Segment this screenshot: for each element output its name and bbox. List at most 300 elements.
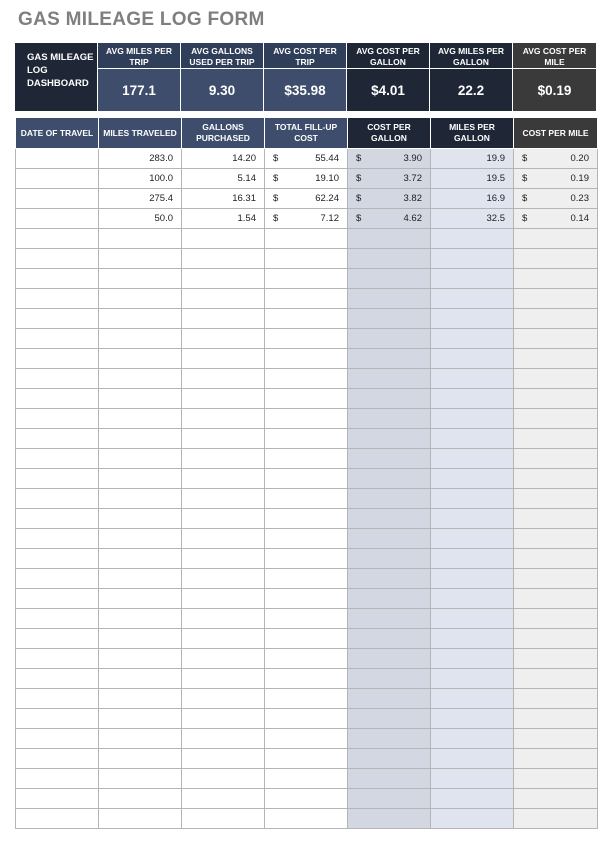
cell-cost-per-gallon (348, 649, 431, 669)
cell-cost-per-gallon (348, 409, 431, 429)
metric-value: 22.2 (430, 69, 512, 111)
metric-value: $0.19 (513, 69, 596, 111)
cost-per-gallon-value: 4.62 (403, 213, 422, 224)
table-row (16, 609, 598, 629)
cell-cost-per-gallon (348, 729, 431, 749)
metric-avg-cost-per-mile (513, 43, 596, 111)
cell-date[interactable] (16, 689, 99, 709)
cell-cost-per-mile (514, 289, 598, 309)
table-row (16, 469, 598, 489)
cell-cost-per-mile (514, 369, 598, 389)
cell-gallons-purchased[interactable] (182, 629, 265, 649)
cell-cost-per-gallon (348, 469, 431, 489)
gallons-value: 14.20 (232, 153, 256, 164)
cell-date[interactable] (16, 329, 99, 349)
cell-date[interactable] (16, 509, 99, 529)
cell-miles-traveled[interactable] (99, 449, 182, 469)
cell-date[interactable] (16, 289, 99, 309)
header-cost-per-gallon: COST PER GALLON (348, 118, 431, 149)
table-row (16, 349, 598, 369)
cell-miles-per-gallon (431, 329, 514, 349)
table-row (16, 689, 598, 709)
cell-cost-per-gallon (348, 569, 431, 589)
metric-label: AVG MILES PER TRIP (98, 43, 180, 69)
cell-cost-per-mile (514, 489, 598, 509)
cell-cost-per-mile (514, 669, 598, 689)
cell-miles-traveled[interactable] (99, 189, 182, 209)
cell-total-fill-up-cost[interactable] (265, 149, 348, 169)
table-row (16, 149, 598, 169)
cell-total-fill-up-cost[interactable] (265, 789, 348, 809)
cell-miles-traveled[interactable] (99, 589, 182, 609)
cell-miles-traveled[interactable] (99, 669, 182, 689)
mpg-value: 32.5 (486, 213, 505, 224)
table-body (16, 149, 598, 829)
cell-miles-per-gallon (431, 249, 514, 269)
cell-miles-traveled[interactable] (99, 709, 182, 729)
cell-total-fill-up-cost[interactable] (265, 609, 348, 629)
cell-gallons-purchased[interactable] (182, 609, 265, 629)
cell-miles-traveled[interactable] (99, 609, 182, 629)
metric-avg-miles-per-trip (98, 43, 181, 111)
cell-date[interactable] (16, 409, 99, 429)
cell-gallons-purchased[interactable] (182, 229, 265, 249)
cell-miles-per-gallon (431, 209, 514, 229)
cell-miles-per-gallon (431, 389, 514, 409)
cell-total-fill-up-cost[interactable] (265, 209, 348, 229)
cell-cost-per-mile (514, 389, 598, 409)
cell-gallons-purchased[interactable] (182, 789, 265, 809)
cell-total-fill-up-cost[interactable] (265, 569, 348, 589)
cell-gallons-purchased[interactable] (182, 369, 265, 389)
cell-cost-per-gallon (348, 309, 431, 329)
cell-date[interactable] (16, 549, 99, 569)
cell-miles-traveled[interactable] (99, 749, 182, 769)
cell-date[interactable] (16, 429, 99, 449)
cell-miles-traveled[interactable] (99, 549, 182, 569)
cell-total-fill-up-cost[interactable] (265, 389, 348, 409)
cell-miles-per-gallon (431, 509, 514, 529)
cell-miles-per-gallon (431, 269, 514, 289)
table-row (16, 269, 598, 289)
currency-symbol: $ (522, 153, 528, 164)
currency-symbol: $ (273, 193, 279, 204)
cell-miles-per-gallon (431, 169, 514, 189)
cell-miles-traveled[interactable] (99, 409, 182, 429)
cell-cost-per-mile (514, 609, 598, 629)
cell-gallons-purchased[interactable] (182, 329, 265, 349)
cell-cost-per-gallon (348, 449, 431, 469)
cell-miles-traveled[interactable] (99, 209, 182, 229)
table-row (16, 649, 598, 669)
cell-cost-per-gallon (348, 389, 431, 409)
miles-value: 50.0 (154, 213, 173, 224)
header-miles-traveled: MILES TRAVELED (99, 118, 182, 149)
cell-date[interactable] (16, 809, 99, 829)
cell-gallons-purchased[interactable] (182, 449, 265, 469)
cell-miles-per-gallon (431, 529, 514, 549)
cost-per-gallon-value: 3.90 (403, 153, 422, 164)
table-row (16, 289, 598, 309)
cell-cost-per-mile (514, 469, 598, 489)
cell-miles-traveled[interactable] (99, 809, 182, 829)
mpg-value: 19.9 (486, 153, 505, 164)
cell-cost-per-mile (514, 449, 598, 469)
cell-gallons-purchased[interactable] (182, 289, 265, 309)
cell-miles-traveled[interactable] (99, 529, 182, 549)
cell-total-fill-up-cost[interactable] (265, 249, 348, 269)
cell-cost-per-gallon (348, 269, 431, 289)
cell-total-fill-up-cost[interactable] (265, 309, 348, 329)
cell-total-fill-up-cost[interactable] (265, 409, 348, 429)
cell-gallons-purchased[interactable] (182, 429, 265, 449)
cell-miles-traveled[interactable] (99, 229, 182, 249)
table-row (16, 369, 598, 389)
cell-gallons-purchased[interactable] (182, 489, 265, 509)
cell-cost-per-gallon (348, 809, 431, 829)
cell-cost-per-mile (514, 409, 598, 429)
cell-total-fill-up-cost[interactable] (265, 649, 348, 669)
cell-miles-per-gallon (431, 749, 514, 769)
cell-miles-per-gallon (431, 809, 514, 829)
cell-cost-per-gallon (348, 229, 431, 249)
table-row (16, 789, 598, 809)
cost-per-mile-value: 0.14 (570, 213, 589, 224)
cell-miles-per-gallon (431, 189, 514, 209)
cell-cost-per-gallon (348, 789, 431, 809)
header-gallons-purchased: GALLONS PURCHASED (182, 118, 265, 149)
cell-gallons-purchased[interactable] (182, 549, 265, 569)
table-row (16, 329, 598, 349)
gallons-value: 16.31 (232, 193, 256, 204)
cell-gallons-purchased[interactable] (182, 769, 265, 789)
cell-miles-traveled[interactable] (99, 249, 182, 269)
cell-cost-per-mile (514, 249, 598, 269)
cell-gallons-purchased[interactable] (182, 169, 265, 189)
metric-label: AVG COST PER MILE (513, 43, 596, 69)
cost-per-mile-value: 0.19 (570, 173, 589, 184)
cell-date[interactable] (16, 649, 99, 669)
cell-date[interactable] (16, 529, 99, 549)
cell-cost-per-gallon (348, 169, 431, 189)
cell-total-fill-up-cost[interactable] (265, 689, 348, 709)
cell-total-fill-up-cost[interactable] (265, 469, 348, 489)
cell-date[interactable] (16, 349, 99, 369)
metric-avg-cost-per-trip (264, 43, 347, 111)
cell-miles-per-gallon (431, 789, 514, 809)
cell-gallons-purchased[interactable] (182, 569, 265, 589)
cell-date[interactable] (16, 169, 99, 189)
cell-total-fill-up-cost[interactable] (265, 669, 348, 689)
cell-gallons-purchased[interactable] (182, 589, 265, 609)
table-row (16, 589, 598, 609)
cell-date[interactable] (16, 469, 99, 489)
metric-value: $4.01 (347, 69, 429, 111)
cell-cost-per-mile (514, 629, 598, 649)
cell-total-fill-up-cost[interactable] (265, 629, 348, 649)
cell-miles-traveled[interactable] (99, 149, 182, 169)
cell-date[interactable] (16, 629, 99, 649)
cell-total-fill-up-cost[interactable] (265, 809, 348, 829)
cell-total-fill-up-cost[interactable] (265, 529, 348, 549)
cell-cost-per-mile (514, 689, 598, 709)
cell-cost-per-mile (514, 749, 598, 769)
cell-cost-per-mile (514, 809, 598, 829)
cell-miles-per-gallon (431, 729, 514, 749)
currency-symbol: $ (273, 213, 279, 224)
table-row (16, 429, 598, 449)
cell-miles-traveled[interactable] (99, 349, 182, 369)
cost-per-gallon-value: 3.82 (403, 193, 422, 204)
total-cost-value: 7.12 (320, 213, 339, 224)
cell-date[interactable] (16, 669, 99, 689)
cell-cost-per-mile (514, 349, 598, 369)
cell-total-fill-up-cost[interactable] (265, 269, 348, 289)
cell-miles-traveled[interactable] (99, 429, 182, 449)
cell-total-fill-up-cost[interactable] (265, 549, 348, 569)
cell-miles-per-gallon (431, 629, 514, 649)
cell-miles-per-gallon (431, 769, 514, 789)
cell-gallons-purchased[interactable] (182, 149, 265, 169)
total-cost-value: 55.44 (315, 153, 339, 164)
cell-total-fill-up-cost[interactable] (265, 189, 348, 209)
metric-label: AVG COST PER GALLON (347, 43, 429, 69)
mpg-value: 16.9 (486, 193, 505, 204)
cell-gallons-purchased[interactable] (182, 749, 265, 769)
cell-total-fill-up-cost[interactable] (265, 769, 348, 789)
cell-total-fill-up-cost[interactable] (265, 709, 348, 729)
cell-cost-per-gallon (348, 209, 431, 229)
cell-gallons-purchased[interactable] (182, 349, 265, 369)
cell-date[interactable] (16, 149, 99, 169)
table-row (16, 509, 598, 529)
metric-avg-cost-per-gallon (347, 43, 430, 111)
cell-miles-traveled[interactable] (99, 569, 182, 589)
cell-gallons-purchased[interactable] (182, 469, 265, 489)
cell-cost-per-gallon (348, 249, 431, 269)
cell-miles-traveled[interactable] (99, 769, 182, 789)
cell-date[interactable] (16, 749, 99, 769)
dashboard (15, 43, 597, 111)
currency-symbol: $ (522, 193, 528, 204)
cell-gallons-purchased[interactable] (182, 529, 265, 549)
cell-date[interactable] (16, 189, 99, 209)
cell-miles-traveled[interactable] (99, 389, 182, 409)
cell-cost-per-gallon (348, 609, 431, 629)
metric-avg-gallons-per-trip (181, 43, 264, 111)
cell-miles-traveled[interactable] (99, 789, 182, 809)
cell-miles-traveled[interactable] (99, 289, 182, 309)
cell-cost-per-mile (514, 709, 598, 729)
cell-gallons-purchased[interactable] (182, 649, 265, 669)
cell-cost-per-gallon (348, 689, 431, 709)
cell-gallons-purchased[interactable] (182, 409, 265, 429)
miles-value: 275.4 (149, 193, 173, 204)
cell-miles-per-gallon (431, 609, 514, 629)
cell-gallons-purchased[interactable] (182, 249, 265, 269)
cell-miles-traveled[interactable] (99, 729, 182, 749)
cell-total-fill-up-cost[interactable] (265, 489, 348, 509)
cell-miles-per-gallon (431, 549, 514, 569)
cell-cost-per-gallon (348, 289, 431, 309)
metric-label: AVG MILES PER GALLON (430, 43, 512, 69)
cell-cost-per-mile (514, 169, 598, 189)
cell-date[interactable] (16, 709, 99, 729)
cell-cost-per-gallon (348, 489, 431, 509)
cell-miles-per-gallon (431, 229, 514, 249)
cell-cost-per-mile (514, 789, 598, 809)
table-row (16, 169, 598, 189)
cell-date[interactable] (16, 489, 99, 509)
cell-date[interactable] (16, 789, 99, 809)
cell-cost-per-mile (514, 549, 598, 569)
cell-cost-per-gallon (348, 369, 431, 389)
cell-date[interactable] (16, 209, 99, 229)
miles-value: 283.0 (149, 153, 173, 164)
metric-value: 177.1 (98, 69, 180, 111)
cell-cost-per-gallon (348, 509, 431, 529)
metric-avg-miles-per-gallon (430, 43, 513, 111)
cell-miles-per-gallon (431, 429, 514, 449)
cell-gallons-purchased[interactable] (182, 689, 265, 709)
cell-cost-per-gallon (348, 749, 431, 769)
cell-miles-traveled[interactable] (99, 469, 182, 489)
cell-total-fill-up-cost[interactable] (265, 169, 348, 189)
metric-label: AVG COST PER TRIP (264, 43, 346, 69)
table-row (16, 389, 598, 409)
cell-date[interactable] (16, 589, 99, 609)
cost-per-gallon-value: 3.72 (403, 173, 422, 184)
cell-cost-per-mile (514, 189, 598, 209)
cell-total-fill-up-cost[interactable] (265, 449, 348, 469)
cell-miles-traveled[interactable] (99, 649, 182, 669)
miles-value: 100.0 (149, 173, 173, 184)
cell-miles-traveled[interactable] (99, 509, 182, 529)
cell-cost-per-gallon (348, 349, 431, 369)
total-cost-value: 19.10 (315, 173, 339, 184)
cell-date[interactable] (16, 569, 99, 589)
cell-gallons-purchased[interactable] (182, 389, 265, 409)
cell-date[interactable] (16, 369, 99, 389)
cell-gallons-purchased[interactable] (182, 269, 265, 289)
table-row (16, 529, 598, 549)
cell-cost-per-gallon (348, 189, 431, 209)
metric-value: $35.98 (264, 69, 346, 111)
cell-miles-per-gallon (431, 669, 514, 689)
cell-date[interactable] (16, 609, 99, 629)
metric-label: AVG GALLONS USED PER TRIP (181, 43, 263, 69)
total-cost-value: 62.24 (315, 193, 339, 204)
mpg-value: 19.5 (486, 173, 505, 184)
cell-cost-per-mile (514, 149, 598, 169)
table-row (16, 569, 598, 589)
currency-symbol: $ (356, 213, 362, 224)
cell-total-fill-up-cost[interactable] (265, 369, 348, 389)
cell-gallons-purchased[interactable] (182, 309, 265, 329)
header-date-of-travel: DATE OF TRAVEL (16, 118, 99, 149)
cell-total-fill-up-cost[interactable] (265, 729, 348, 749)
cell-gallons-purchased[interactable] (182, 209, 265, 229)
header-cost-per-mile: COST PER MILE (514, 118, 598, 149)
cell-miles-per-gallon (431, 569, 514, 589)
cell-miles-per-gallon (431, 469, 514, 489)
cell-cost-per-mile (514, 329, 598, 349)
cell-total-fill-up-cost[interactable] (265, 349, 348, 369)
cell-miles-traveled[interactable] (99, 629, 182, 649)
cell-miles-traveled[interactable] (99, 269, 182, 289)
currency-symbol: $ (522, 213, 528, 224)
gallons-value: 1.54 (237, 213, 256, 224)
cell-gallons-purchased[interactable] (182, 509, 265, 529)
table-row (16, 489, 598, 509)
cell-total-fill-up-cost[interactable] (265, 329, 348, 349)
table-row (16, 309, 598, 329)
table-row (16, 769, 598, 789)
cell-gallons-purchased[interactable] (182, 809, 265, 829)
table-row (16, 749, 598, 769)
table-header-row (16, 118, 598, 149)
cell-date[interactable] (16, 309, 99, 329)
cell-total-fill-up-cost[interactable] (265, 289, 348, 309)
cell-miles-traveled[interactable] (99, 369, 182, 389)
cell-miles-per-gallon (431, 309, 514, 329)
cell-miles-per-gallon (431, 489, 514, 509)
cell-cost-per-gallon (348, 629, 431, 649)
cell-total-fill-up-cost[interactable] (265, 589, 348, 609)
cell-date[interactable] (16, 249, 99, 269)
cell-gallons-purchased[interactable] (182, 189, 265, 209)
cell-cost-per-gallon (348, 549, 431, 569)
table-row (16, 549, 598, 569)
cell-cost-per-gallon (348, 769, 431, 789)
cell-date[interactable] (16, 269, 99, 289)
cell-total-fill-up-cost[interactable] (265, 429, 348, 449)
cell-total-fill-up-cost[interactable] (265, 749, 348, 769)
cell-miles-traveled[interactable] (99, 169, 182, 189)
header-miles-per-gallon: MILES PER GALLON (431, 118, 514, 149)
cell-cost-per-gallon (348, 429, 431, 449)
cell-total-fill-up-cost[interactable] (265, 509, 348, 529)
cell-cost-per-mile (514, 769, 598, 789)
cost-per-mile-value: 0.23 (570, 193, 589, 204)
table-row (16, 729, 598, 749)
cell-miles-per-gallon (431, 369, 514, 389)
cell-date[interactable] (16, 229, 99, 249)
table-row (16, 669, 598, 689)
cell-miles-traveled[interactable] (99, 489, 182, 509)
cell-miles-traveled[interactable] (99, 689, 182, 709)
cell-cost-per-mile (514, 589, 598, 609)
cell-miles-per-gallon (431, 409, 514, 429)
table-row (16, 229, 598, 249)
cell-gallons-purchased[interactable] (182, 729, 265, 749)
cell-cost-per-mile (514, 649, 598, 669)
cell-date[interactable] (16, 729, 99, 749)
cell-miles-traveled[interactable] (99, 309, 182, 329)
cell-cost-per-gallon (348, 329, 431, 349)
cell-date[interactable] (16, 449, 99, 469)
currency-symbol: $ (273, 173, 279, 184)
cell-cost-per-gallon (348, 149, 431, 169)
cell-miles-traveled[interactable] (99, 329, 182, 349)
cell-cost-per-gallon (348, 709, 431, 729)
cell-date[interactable] (16, 389, 99, 409)
cell-gallons-purchased[interactable] (182, 669, 265, 689)
cell-gallons-purchased[interactable] (182, 709, 265, 729)
cell-cost-per-mile (514, 729, 598, 749)
cell-total-fill-up-cost[interactable] (265, 229, 348, 249)
cell-date[interactable] (16, 769, 99, 789)
